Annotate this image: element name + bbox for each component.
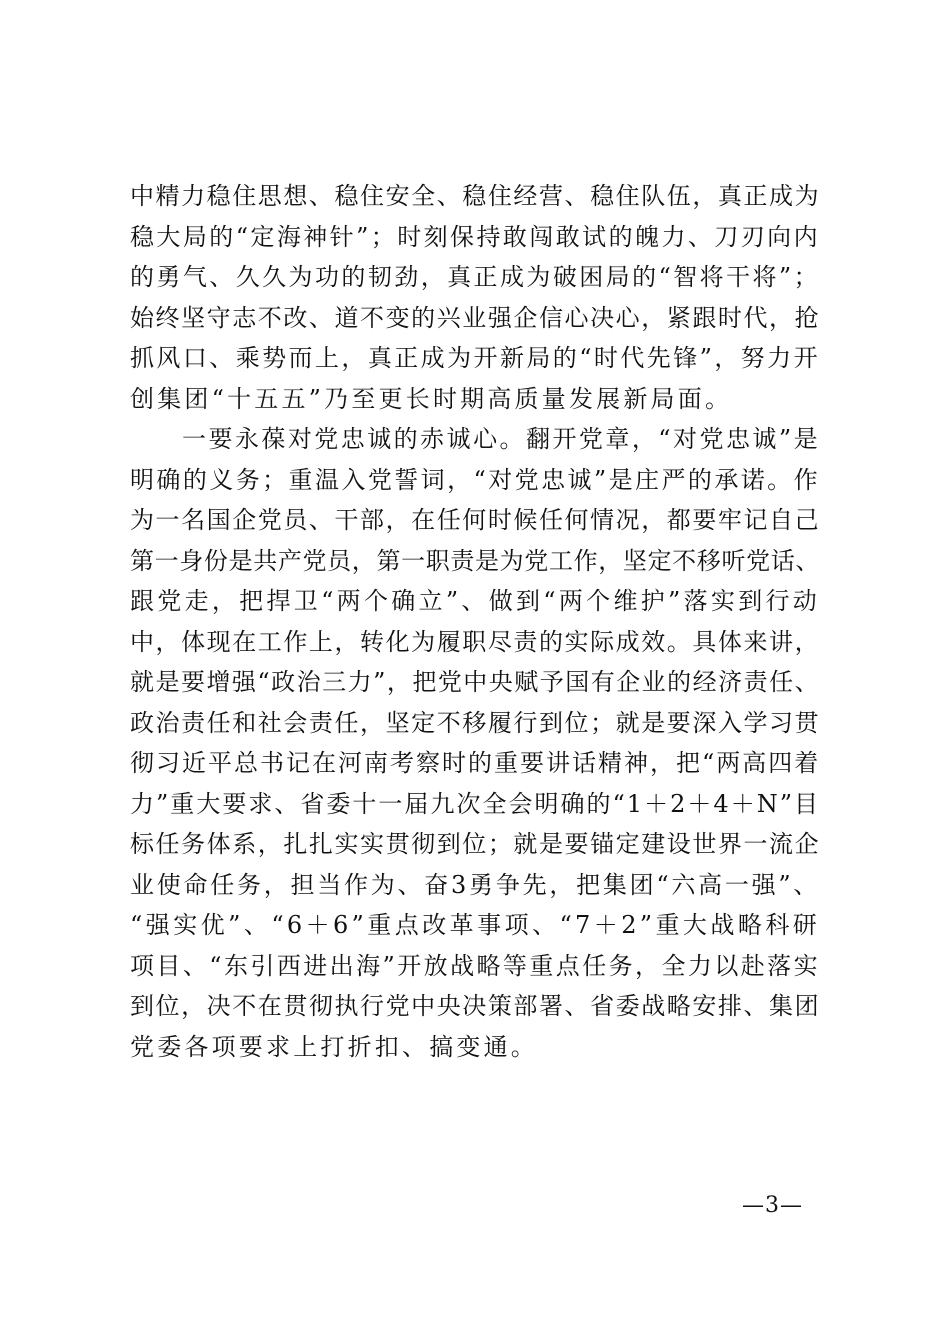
text-line: 稳大局的“定海神针”；时刻保持敢闯敢试的魄力、刀刃向内 bbox=[130, 222, 820, 251]
paragraph-loyalty bbox=[130, 419, 820, 1067]
text-line: 中精力稳住思想、稳住安全、稳住经营、稳住队伍，真正成为 bbox=[130, 182, 820, 210]
text-line: 一要永葆对党忠诚的赤诚心。翻开党章，“对党忠诚”是 bbox=[182, 425, 820, 453]
text-line: 力”重大要求、省委十一届九次全会明确的“1＋2＋4＋N”目 bbox=[130, 789, 820, 818]
text-line: 的勇气、久久为功的韧劲，真正成为破困局的“智将干将”； bbox=[130, 263, 820, 291]
text-line: 抓风口、乘势而上，真正成为开新局的“时代先锋”，努力开 bbox=[130, 344, 820, 372]
text-line: 为一名国企党员、干部，在任何时候任何情况，都要牢记自己 bbox=[130, 506, 820, 534]
text-line: 标任务体系，扎扎实实贯彻到位；就是要锚定建设世界一流企 bbox=[130, 830, 820, 858]
text-line: 政治责任和社会责任，坚定不移履行到位；就是要深入学习贯 bbox=[130, 708, 820, 737]
text-line: 项目、“东引西进出海”开放战略等重点任务，全力以赴落实 bbox=[130, 951, 820, 980]
text-line: 始终坚守志不改、道不变的兴业强企信心决心，紧跟时代，抢 bbox=[130, 303, 820, 332]
body-text bbox=[130, 176, 820, 1067]
text-line: 业使命任务，担当作为、奋3勇争先，把集团“六高一强”、 bbox=[130, 870, 820, 899]
text-line: 创集团“十五五”乃至更长时期高质量发展新局面。 bbox=[130, 384, 733, 413]
paragraph-continuation bbox=[130, 176, 820, 419]
text-line: “强实优”、“6＋6”重点改革事项、“7＋2”重大战略科研 bbox=[130, 911, 820, 939]
text-line: 党委各项要求上打折扣、搞变通。 bbox=[130, 1032, 538, 1061]
text-line: 到位，决不在贯彻执行党中央决策部署、省委战略安排、集团 bbox=[130, 992, 820, 1020]
text-line: 第一身份是共产党员，第一职责是为党工作，坚定不移听党话、 bbox=[130, 546, 820, 575]
text-line: 就是要增强“政治三力”，把党中央赋予国有企业的经济责任、 bbox=[130, 668, 820, 696]
text-line: 跟党走，把捍卫“两个确立”、做到“两个维护”落实到行动 bbox=[130, 587, 820, 615]
text-line: 中，体现在工作上，转化为履职尽责的实际成效。具体来讲， bbox=[130, 627, 820, 656]
text-line: 彻习近平总书记在河南考察时的重要讲话精神，把“两高四着 bbox=[130, 749, 821, 777]
text-line: 明确的义务；重温入党誓词，“对党忠诚”是庄严的承诺。作 bbox=[130, 465, 820, 494]
page-number: —3— bbox=[742, 1193, 803, 1218]
